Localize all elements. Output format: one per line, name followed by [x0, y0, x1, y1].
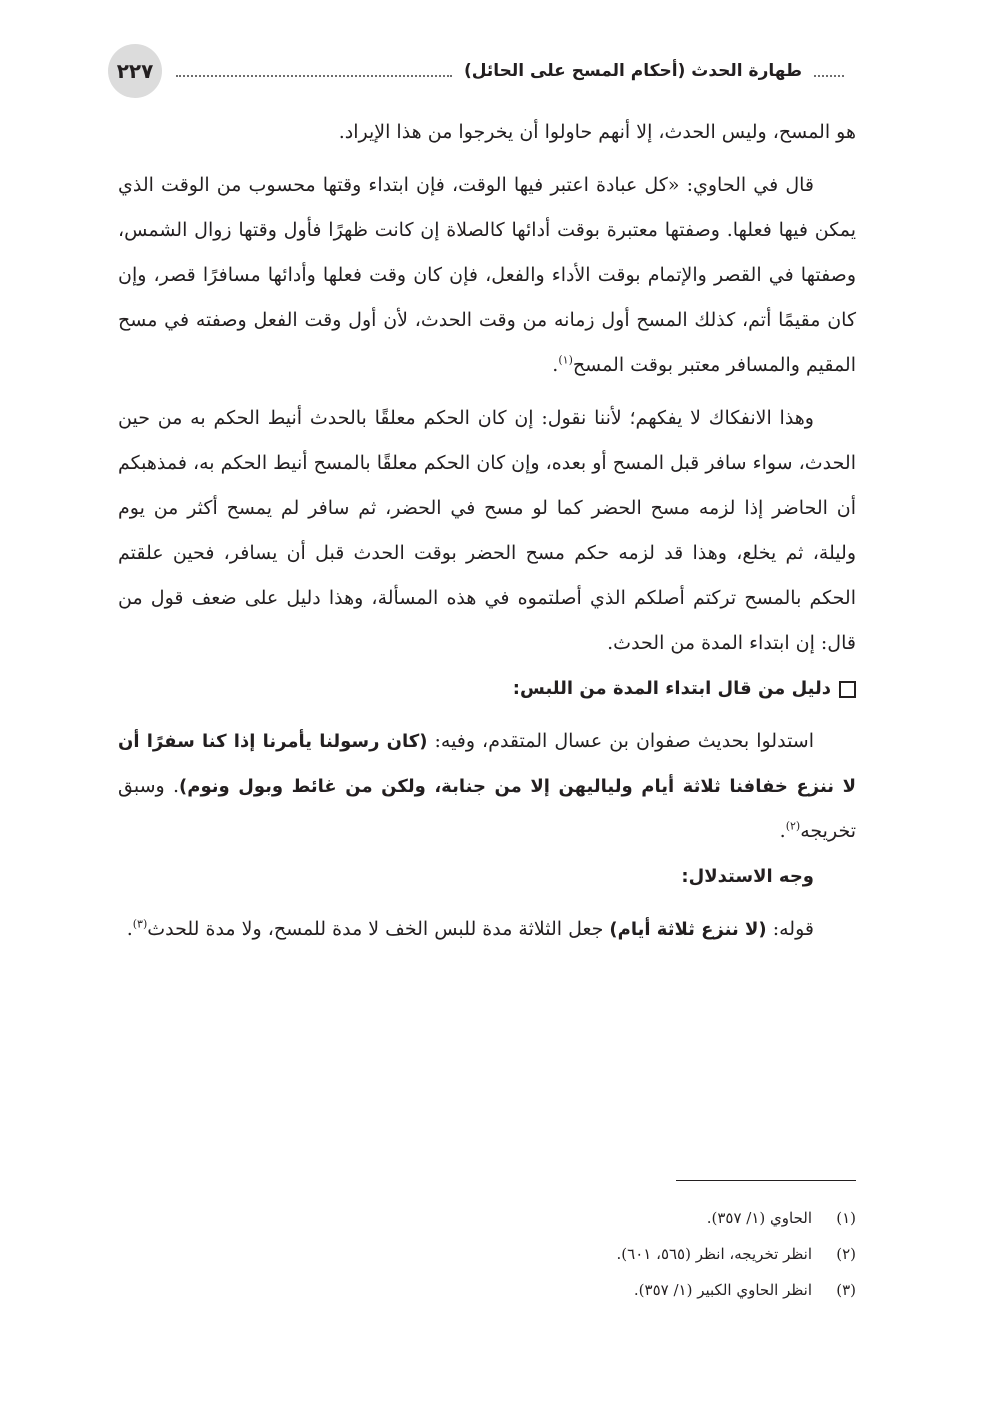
paragraph-5-tail: جعل الثلاثة مدة للبس الخف لا مدة للمسح، ولا مدة للحدث — [147, 918, 610, 940]
paragraph-4-lead: استدلوا بحديث صفوان بن عسال المتقدم، وفيه: — [427, 730, 815, 752]
header-dotted-leader-left — [176, 75, 452, 77]
section-heading-text: دليل من قال ابتداء المدة من اللبس: — [512, 678, 831, 699]
paragraph-4-tail: . وسبق تخريجه — [118, 775, 856, 842]
paragraph-2-text: قال في الحاوي: «كل عبادة اعتبر فيها الوقت، فإن ابتداء وقتها محسوب من الوقت الذي يمكن فيها فعلها. وصفتها معتبرة بوقت أدائها كالصلاة إن كانت ظهرًا فأول وقتها زوال الشمس، وصفتها في القصر والإتمام بوقت الأداء والفعل، فإن كان وقت فعلها وأدائها مسافرًا قصر، وإن كان مقيمًا أتم، كذلك المسح أول زمانه من وقت الحدث، لأن أول وقت الفعل وصفته في مسح المقيم والمسافر معتبر بوقت المسح — [118, 174, 856, 376]
paragraph-3 — [118, 396, 856, 666]
page-number — [108, 44, 162, 98]
square-bullet-icon — [839, 681, 856, 698]
paragraph-4-end: . — [779, 820, 786, 842]
paragraph-2-end: . — [552, 354, 559, 376]
header-dotted-leader-right — [814, 75, 844, 77]
quote-bold: (لا ننزع ثلاثة أيام) — [609, 919, 767, 940]
paragraph-1 — [118, 110, 856, 155]
running-header — [176, 56, 844, 86]
footnote-2-number: (٢) — [836, 1245, 856, 1263]
footnote-2 — [300, 1236, 856, 1272]
paragraph-5-end: . — [126, 918, 133, 940]
sub-heading-text: وجه الاستدلال: — [681, 866, 814, 887]
footnote-ref-1[interactable]: (١) — [558, 353, 573, 367]
header-title: طهارة الحدث (أحكام المسح على الحائل) — [463, 61, 802, 81]
paragraph-5-lead: قوله: — [766, 918, 814, 940]
paragraph-2 — [118, 163, 856, 388]
paragraph-1-text: هو المسح، وليس الحدث، إلا أنهم حاولوا أن يخرجوا من هذا الإيراد. — [338, 121, 856, 143]
footnote-ref-2[interactable]: (٢) — [785, 819, 801, 833]
page-number-text: ٢٢٧ — [116, 59, 154, 83]
paragraph-5 — [118, 907, 856, 952]
hadith-quote: (كان رسولنا يأمرنا إذا كنا سفرًا أن لا ننزع خفافنا ثلاثة أيام ولياليهن إلا من جنابة، ولكن من غائط وبول ونوم) — [118, 731, 856, 797]
footnote-1 — [300, 1200, 856, 1236]
footnote-3 — [300, 1272, 856, 1308]
section-heading — [118, 666, 856, 711]
footnote-1-text: الحاوي (١/ ٣٥٧). — [706, 1209, 812, 1227]
footnotes — [300, 1200, 856, 1308]
body-text — [118, 110, 856, 952]
footnote-1-number: (١) — [836, 1209, 856, 1227]
footnote-3-text: انظر الحاوي الكبير (١/ ٣٥٧). — [633, 1281, 812, 1299]
footnote-3-number: (٣) — [836, 1281, 856, 1299]
footnote-2-text: انظر تخريجه، انظر (٥٦٥، ٦٠١). — [616, 1245, 812, 1263]
sub-heading — [118, 854, 856, 899]
paragraph-4 — [118, 719, 856, 854]
footnote-divider — [676, 1180, 856, 1181]
paragraph-3-text: وهذا الانفكاك لا يفكهم؛ لأننا نقول: إن كان الحكم معلقًا بالحدث أنيط الحكم به من حين الحدث، سواء سافر قبل المسح أو بعده، وإن كان الحكم معلقًا بالمسح أنيط الحكم به، فمذهبكم أن الحاضر إذا لزمه مسح الحضر كما لو مسح في الحضر، ثم سافر لم يمسح أكثر من يوم وليلة، ثم يخلع، وهذا قد لزمه حكم مسح الحضر بوقت الحدث قبل أن يسافر، فحين علقتم الحكم بالمسح تركتم أصلكم الذي أصلتموه في هذه المسألة، وهذا دليل على ضعف قول من قال: إن ابتداء المدة من الحدث. — [118, 407, 856, 654]
footnote-ref-3[interactable]: (٣) — [132, 917, 148, 931]
